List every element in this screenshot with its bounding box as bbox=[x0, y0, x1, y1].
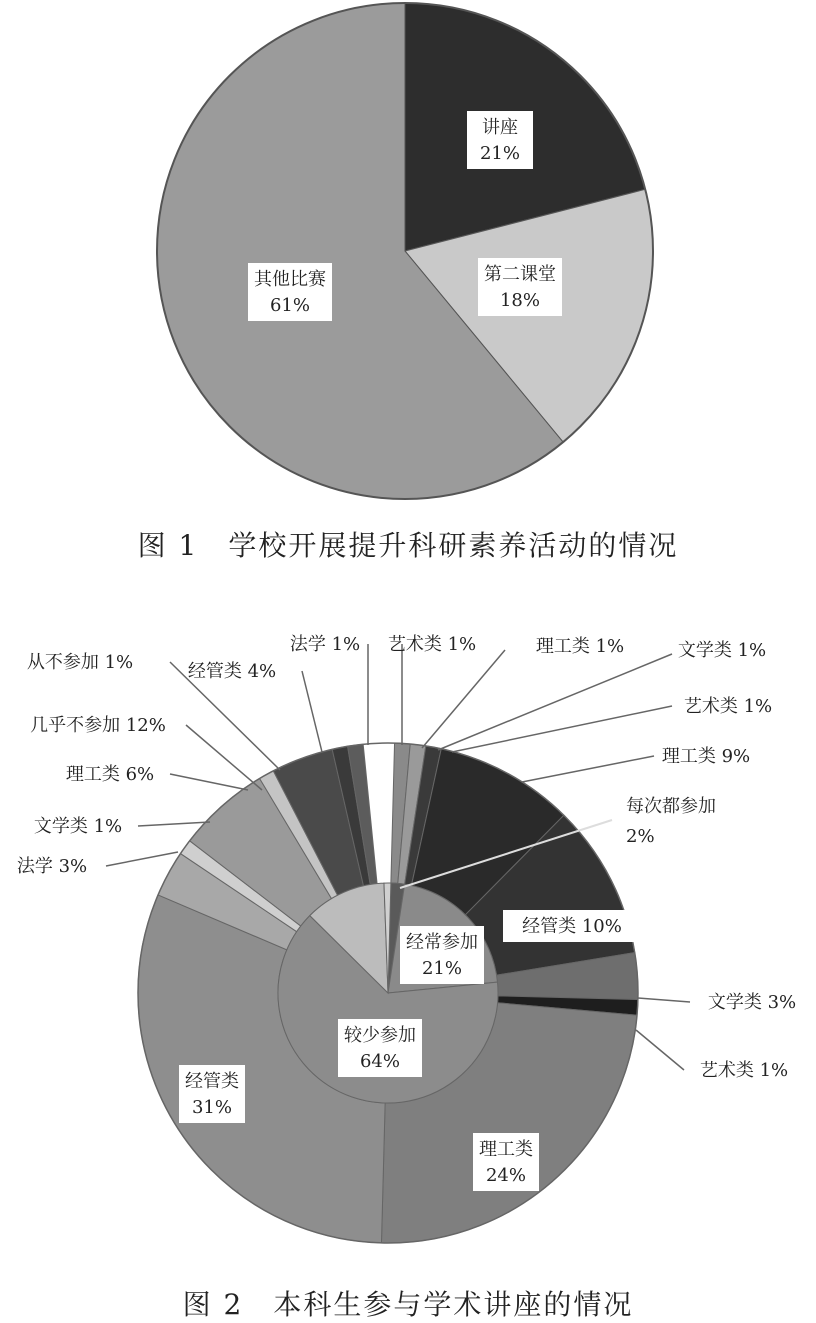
leader-sci-1 bbox=[422, 650, 505, 748]
figure-2-caption: 图 2 本科生参与学术讲座的情况 bbox=[182, 1288, 634, 1321]
label-rarely-line-1: 64% bbox=[359, 1051, 401, 1072]
label-rarely bbox=[338, 1019, 422, 1077]
label-outer-econ-10-line-0: 经管类 10% bbox=[522, 916, 622, 937]
callout-sci-6: 理工类 6% bbox=[65, 764, 155, 785]
leader-art-1-right bbox=[452, 706, 672, 752]
callout-art-1-right: 艺术类 1% bbox=[683, 696, 773, 717]
leader-econ-4 bbox=[302, 671, 322, 752]
label-often-line-0: 经常参加 bbox=[406, 932, 478, 953]
label-slice-second-classroom-line-0: 第二课堂 bbox=[484, 264, 556, 285]
label-slice-lecture-line-0: 讲座 bbox=[482, 117, 518, 138]
callout-econ-4: 经管类 4% bbox=[187, 661, 277, 682]
callout-law-1: 法学 1% bbox=[289, 634, 361, 655]
leader-sci-6 bbox=[170, 774, 248, 790]
label-outer-sci-24-line-0: 理工类 bbox=[479, 1139, 533, 1160]
callout-sci-1: 理工类 1% bbox=[535, 636, 625, 657]
callout-art-1-bottom: 艺术类 1% bbox=[699, 1060, 789, 1081]
label-outer-econ-31 bbox=[179, 1065, 245, 1123]
callout-art-1-top: 艺术类 1% bbox=[387, 634, 477, 655]
label-often-line-1: 21% bbox=[421, 958, 463, 979]
callout-lit-3: 文学类 3% bbox=[707, 992, 797, 1013]
callout-lit-1-left: 文学类 1% bbox=[33, 816, 123, 837]
callout-law-3: 法学 3% bbox=[16, 856, 88, 877]
figure-1-caption: 图 1 学校开展提升科研素养活动的情况 bbox=[137, 529, 679, 562]
label-outer-econ-31-line-1: 31% bbox=[191, 1097, 233, 1118]
leader-law-3 bbox=[106, 852, 178, 866]
label-slice-other-competitions-line-0: 其他比赛 bbox=[254, 269, 326, 290]
callout-always: 每次都参加 bbox=[626, 796, 716, 817]
callout-always-pct: 2% bbox=[626, 826, 655, 847]
label-slice-other-competitions-line-1: 61% bbox=[269, 295, 311, 316]
callout-never-1: 从不参加 1% bbox=[26, 652, 134, 673]
callout-lit-1-top: 文学类 1% bbox=[677, 640, 767, 661]
label-outer-sci-24 bbox=[473, 1133, 539, 1191]
callout-almost-never-12: 几乎不参加 12% bbox=[30, 715, 166, 736]
leader-sci-9 bbox=[522, 756, 654, 782]
label-rarely-line-0: 较少参加 bbox=[344, 1025, 416, 1046]
leader-lit-1-top bbox=[438, 654, 672, 750]
label-often bbox=[400, 926, 484, 984]
label-outer-econ-10 bbox=[503, 910, 641, 942]
leader-lit-1-left bbox=[138, 822, 210, 826]
callout-sci-9: 理工类 9% bbox=[661, 746, 751, 767]
label-slice-lecture-line-1: 21% bbox=[479, 143, 521, 164]
label-slice-second-classroom-line-1: 18% bbox=[499, 290, 541, 311]
leader-lit-3 bbox=[638, 998, 690, 1002]
label-outer-sci-24-line-1: 24% bbox=[485, 1165, 527, 1186]
leader-art-1-bottom bbox=[636, 1030, 684, 1070]
label-outer-econ-31-line-0: 经管类 bbox=[185, 1071, 239, 1092]
